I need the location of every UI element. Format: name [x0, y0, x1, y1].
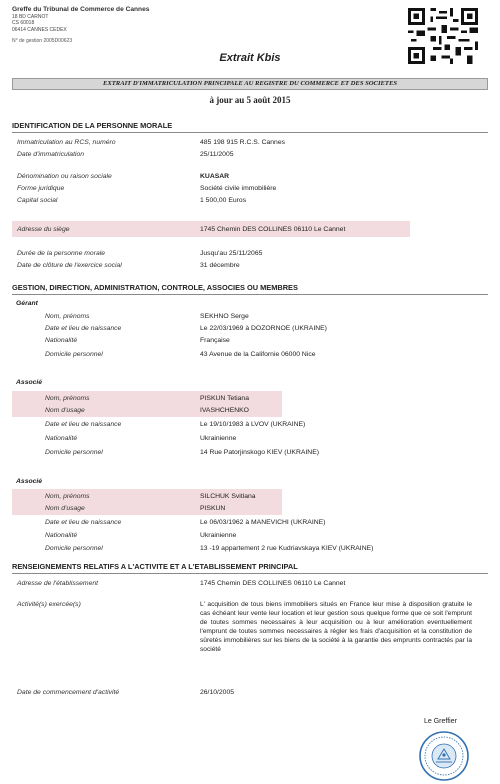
establishment-address-value: 1745 Chemin DES COLLINES 06110 Le Cannet	[200, 580, 346, 587]
partner2-address-value: 13 -19 appartement 2 rue Kudriavskaya KIEV (UKRAINE)	[200, 545, 374, 552]
fiscal-year-end-label: Date de clôture de l'exercice social	[17, 262, 122, 269]
partner2-role-label: Associé	[16, 478, 43, 485]
partner1-nationality-label: Nationalité	[45, 435, 78, 442]
registration-date-value: 25/11/2005	[200, 151, 234, 158]
share-capital-value: 1 500,00 Euros	[200, 197, 247, 204]
issuer-address-line: 06414 CANNES CEDEX	[12, 26, 67, 33]
section-management-heading: GESTION, DIRECTION, ADMINISTRATION, CONTROLE, ASSOCIES OU MEMBRES	[12, 283, 488, 295]
registered-office-value: 1745 Chemin DES COLLINES 06110 Le Cannet	[200, 226, 346, 233]
company-name-value: KUASAR	[200, 173, 230, 180]
manager-address-label: Domicile personnel	[45, 351, 103, 358]
registry-banner: EXTRAIT D'IMMATRICULATION PRINCIPALE AU REGISTRE DU COMMERCE ET DES SOCIETES	[12, 78, 488, 90]
issuer-name: Greffe du Tribunal de Commerce de Cannes	[12, 6, 150, 13]
activity-start-date-value: 26/10/2005	[200, 689, 235, 696]
partner2-usage-name-label: Nom d'usage	[45, 505, 85, 512]
registration-date-label: Date d'immatriculation	[17, 151, 85, 158]
duration-value: Jusqu'au 25/11/2065	[200, 250, 263, 257]
manager-birth-value: Le 22/03/1969 à DOZORNOE (UKRAINE)	[200, 325, 327, 332]
partner2-usage-name-value: PISKUN	[200, 505, 226, 512]
rcs-number-label: Immatriculation au RCS, numéro	[17, 139, 116, 146]
partner2-nationality-value: Ukrainienne	[200, 532, 237, 539]
establishment-address-label: Adresse de l'établissement	[17, 580, 99, 587]
section-activity-heading: RENSEIGNEMENTS RELATIFS A L'ACTIVITE ET A L'ETABLISSEMENT PRINCIPAL	[12, 562, 488, 574]
court-seal-icon	[418, 730, 470, 782]
partner1-name-label: Nom, prénoms	[45, 395, 90, 402]
activity-description: L' acquisition de tous biens immobiliers situés en France leur mise à disposition gratuite le cas échéant leur vente leur location et leur gestion sous quelque forme que ce soit l'emprunt de toutes sommes necessaires à leur acquisition ou à leur amélioration eventuellement l'emprunt de toutes sommes necessaires à régler les frais d'acquisition et la constitution de sûretés immobilières sur les biens de la société à la garantie des emprunts contractés par la société	[200, 601, 472, 653]
document-title: Extrait Kbis	[219, 52, 281, 64]
partner1-birth-label: Date et lieu de naissance	[45, 421, 122, 428]
manager-birth-label: Date et lieu de naissance	[45, 325, 122, 332]
update-date: à jour au 5 août 2015	[209, 95, 291, 105]
partner2-name-value: SILCHUK Svitlana	[200, 493, 256, 500]
duration-label: Durée de la personne morale	[17, 250, 106, 257]
manager-address-value: 43 Avenue de la Californie 06000 Nice	[200, 351, 316, 358]
partner1-birth-value: Le 19/10/1983 à LVOV (UKRAINE)	[200, 421, 306, 428]
share-capital-label: Capital social	[17, 197, 58, 204]
partner2-name-label: Nom, prénoms	[45, 493, 90, 500]
registered-office-label: Adresse du siège	[17, 226, 70, 233]
activity-start-date-label: Date de commencement d'activité	[17, 689, 120, 696]
clerk-signature-label: Le Greffier	[424, 718, 457, 725]
rcs-number-value: 485 198 915 R.C.S. Cannes	[200, 139, 286, 146]
manager-name-label: Nom, prénoms	[45, 313, 90, 320]
partner2-address-label: Domicile personnel	[45, 545, 103, 552]
section-identification-heading: IDENTIFICATION DE LA PERSONNE MORALE	[12, 121, 488, 133]
issuer-address-line: 18 BD CARNOT	[12, 14, 49, 21]
partner1-usage-name-value: IVASHCHENKO	[200, 407, 249, 414]
legal-form-label: Forme juridique	[17, 185, 65, 192]
partner2-nationality-label: Nationalité	[45, 532, 78, 539]
gestion-number: N° de gestion 2005D00623	[12, 37, 73, 44]
partner1-nationality-value: Ukrainienne	[200, 435, 237, 442]
issuer-address-line: CS 60018	[12, 20, 35, 27]
partner1-address-value: 14 Rue Patorjinskogo KIEV (UKRAINE)	[200, 449, 319, 456]
partner1-address-label: Domicile personnel	[45, 449, 103, 456]
partner2-birth-label: Date et lieu de naissance	[45, 519, 122, 526]
manager-nationality-value: Française	[200, 337, 230, 344]
partner2-birth-value: Le 06/03/1962 à MANEVICHI (UKRAINE)	[200, 519, 326, 526]
company-name-label: Dénomination ou raison sociale	[17, 173, 112, 180]
activity-label: Activité(s) exercée(s)	[17, 601, 81, 608]
manager-name-value: SEKHNO Serge	[200, 313, 249, 320]
legal-form-value: Société civile immobilière	[200, 185, 277, 192]
partner1-usage-name-label: Nom d'usage	[45, 407, 85, 414]
partner1-role-label: Associé	[16, 379, 43, 386]
issuer-block	[12, 6, 149, 44]
manager-nationality-label: Nationalité	[45, 337, 78, 344]
manager-role-label: Gérant	[16, 300, 38, 307]
partner1-name-value: PISKUN Tetiana	[200, 395, 249, 402]
fiscal-year-end-value: 31 décembre	[200, 262, 240, 269]
